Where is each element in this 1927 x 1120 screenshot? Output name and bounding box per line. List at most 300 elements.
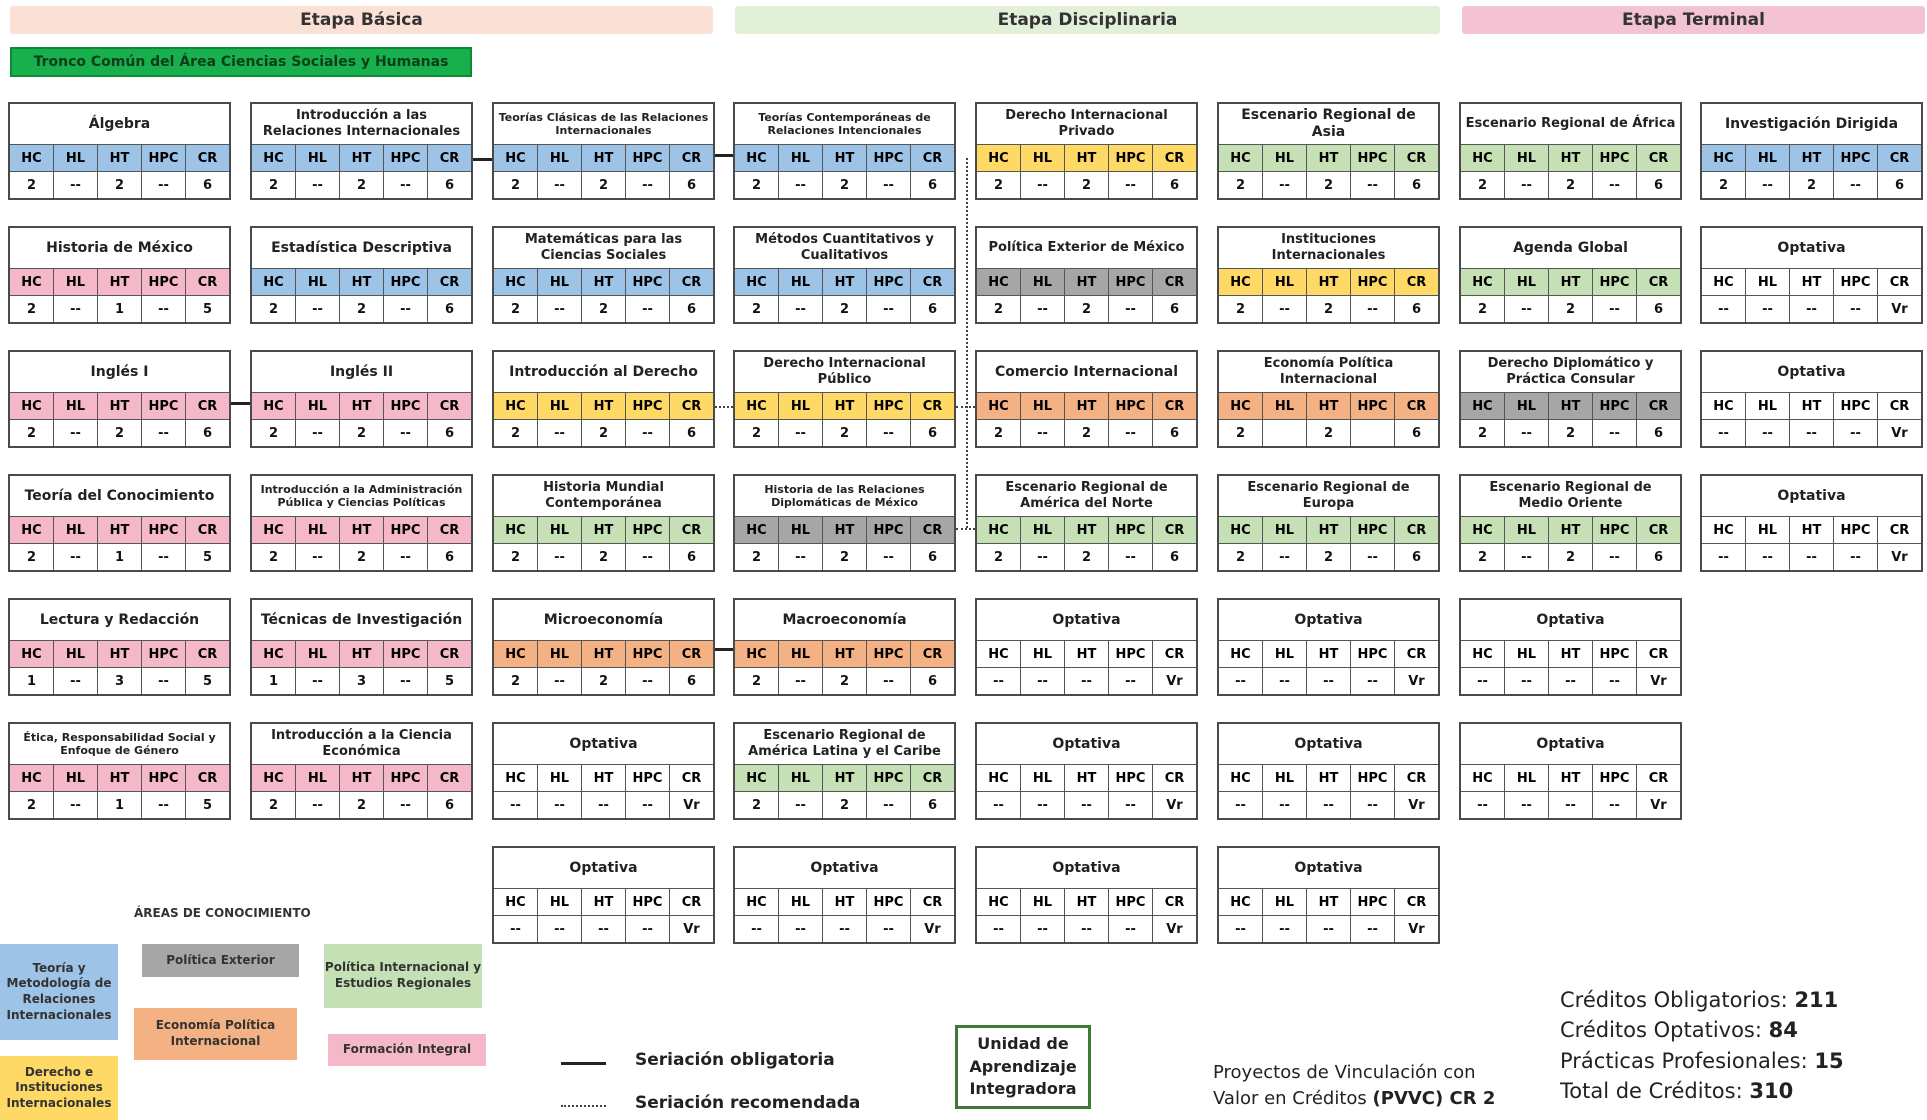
hours-header-cell: HL	[779, 764, 823, 791]
hours-header-row	[1219, 392, 1438, 419]
hours-header-cell: HC	[977, 640, 1021, 667]
hours-value-cell: Vr	[1637, 791, 1680, 818]
hours-value-cell: --	[538, 667, 582, 694]
hours-value-row	[735, 915, 954, 942]
hours-value-row	[494, 295, 713, 322]
course-title: Historia de las Relaciones Diplomáticas de México	[764, 482, 925, 509]
hours-value-row	[1702, 543, 1921, 570]
hours-header-cell: HPC	[1109, 268, 1153, 295]
hours-value-cell: --	[494, 915, 538, 942]
hours-header-cell: HPC	[1351, 268, 1395, 295]
hours-header-cell: HT	[98, 640, 142, 667]
hours-header-cell: HC	[1219, 268, 1263, 295]
hours-header-cell: HT	[1307, 764, 1351, 791]
course-card[interactable]	[733, 226, 956, 324]
hours-value-cell: 2	[977, 543, 1021, 570]
hours-value-cell	[1351, 419, 1395, 446]
course-title: Inglés I	[90, 363, 149, 380]
hours-header-cell: CR	[670, 640, 713, 667]
course-card[interactable]	[8, 598, 231, 696]
course-card[interactable]	[1700, 102, 1923, 200]
hours-header-cell: HC	[494, 888, 538, 915]
hours-header-cell: CR	[186, 640, 229, 667]
hours-header-cell: HT	[1549, 516, 1593, 543]
hours-value-cell: 1	[98, 791, 142, 818]
hours-value-cell: 2	[1065, 419, 1109, 446]
hours-value-row	[977, 295, 1196, 322]
hours-header-cell: HL	[1263, 888, 1307, 915]
hours-value-row	[1219, 667, 1438, 694]
course-card[interactable]	[1217, 598, 1440, 696]
hours-value-cell: 2	[582, 667, 626, 694]
hours-header-cell: HT	[340, 640, 384, 667]
hours-header-cell: CR	[186, 268, 229, 295]
course-card[interactable]	[733, 102, 956, 200]
hours-header-cell: HPC	[1351, 516, 1395, 543]
hours-header-row	[735, 764, 954, 791]
hours-header-row	[977, 392, 1196, 419]
hours-header-row	[977, 516, 1196, 543]
hours-value-cell: --	[1593, 791, 1637, 818]
hours-value-cell: Vr	[1878, 419, 1921, 446]
hours-value-cell: --	[384, 295, 428, 322]
hours-header-row	[10, 268, 229, 295]
course-card[interactable]	[492, 598, 715, 696]
hours-header-row	[494, 764, 713, 791]
hours-header-cell: CR	[186, 392, 229, 419]
course-card[interactable]	[8, 474, 231, 572]
course-card[interactable]	[492, 474, 715, 572]
hours-value-cell: 2	[1790, 171, 1834, 198]
hours-header-cell: HC	[252, 764, 296, 791]
credit-total-line: Total de Créditos: 310	[1560, 1079, 1794, 1104]
hours-header-cell: HPC	[867, 888, 911, 915]
course-card[interactable]	[492, 226, 715, 324]
course-title: Optativa	[1294, 611, 1363, 628]
hours-value-cell: 2	[252, 295, 296, 322]
hours-value-cell: --	[867, 543, 911, 570]
hours-value-row	[252, 419, 471, 446]
hours-value-cell: 6	[428, 791, 471, 818]
hours-value-cell	[1263, 419, 1307, 446]
hours-value-cell: --	[384, 419, 428, 446]
hours-value-cell: --	[779, 419, 823, 446]
course-card[interactable]	[1459, 598, 1682, 696]
course-card[interactable]	[1700, 474, 1923, 572]
hours-header-cell: HC	[1461, 144, 1505, 171]
course-title: Optativa	[569, 859, 638, 876]
course-card[interactable]	[1459, 722, 1682, 820]
hours-header-cell: HC	[252, 392, 296, 419]
course-card[interactable]	[492, 722, 715, 820]
hours-header-cell: HL	[1263, 764, 1307, 791]
hours-header-cell: CR	[1878, 392, 1921, 419]
hours-value-cell: Vr	[1878, 295, 1921, 322]
course-card[interactable]	[1459, 102, 1682, 200]
hours-header-cell: CR	[1637, 640, 1680, 667]
hours-header-cell: HPC	[1351, 640, 1395, 667]
hours-value-cell: --	[296, 667, 340, 694]
hours-header-cell: HT	[823, 144, 867, 171]
hours-header-cell: HL	[1505, 268, 1549, 295]
course-card[interactable]	[250, 598, 473, 696]
hours-value-cell: --	[1593, 419, 1637, 446]
hours-header-cell: HPC	[142, 268, 186, 295]
course-title: Escenario Regional de Medio Oriente	[1489, 480, 1652, 511]
course-card[interactable]	[1217, 846, 1440, 944]
hours-value-cell: --	[1307, 915, 1351, 942]
hours-value-cell: 6	[911, 295, 954, 322]
hours-header-cell: HC	[1461, 764, 1505, 791]
course-card[interactable]	[733, 474, 956, 572]
hours-header-cell: HL	[1746, 144, 1790, 171]
course-card[interactable]	[1217, 474, 1440, 572]
course-title: Política Exterior de México	[988, 240, 1185, 256]
hours-value-cell: --	[142, 543, 186, 570]
hours-header-cell: HC	[977, 392, 1021, 419]
hours-value-row	[1702, 419, 1921, 446]
course-title: Optativa	[1777, 239, 1846, 256]
hours-value-row	[1219, 419, 1438, 446]
hours-value-cell: 2	[252, 543, 296, 570]
hours-value-cell: --	[626, 171, 670, 198]
course-card[interactable]	[733, 598, 956, 696]
hours-value-cell: --	[1549, 791, 1593, 818]
course-card[interactable]	[250, 722, 473, 820]
hours-value-cell: --	[1351, 667, 1395, 694]
hours-value-cell: --	[1505, 171, 1549, 198]
course-card[interactable]	[1459, 474, 1682, 572]
hours-value-cell: 6	[1637, 419, 1680, 446]
hours-value-cell: 6	[670, 667, 713, 694]
hours-header-cell: CR	[1153, 392, 1196, 419]
hours-header-cell: HC	[977, 516, 1021, 543]
course-card[interactable]	[250, 474, 473, 572]
hours-header-cell: HT	[1549, 392, 1593, 419]
course-card[interactable]	[975, 846, 1198, 944]
hours-header-row	[977, 144, 1196, 171]
hours-header-cell: HL	[538, 392, 582, 419]
hours-value-row	[494, 667, 713, 694]
hours-header-cell: HC	[1702, 268, 1746, 295]
course-card[interactable]	[1700, 350, 1923, 448]
hours-header-cell: CR	[911, 268, 954, 295]
hours-value-cell: Vr	[1395, 915, 1438, 942]
hours-value-cell: --	[296, 295, 340, 322]
hours-value-cell: 2	[977, 295, 1021, 322]
hours-header-cell: HL	[1263, 144, 1307, 171]
hours-value-cell: 2	[1307, 171, 1351, 198]
hours-header-cell: HC	[10, 268, 54, 295]
hours-header-cell: HC	[1702, 392, 1746, 419]
course-card[interactable]	[250, 102, 473, 200]
course-card[interactable]	[492, 102, 715, 200]
hours-value-cell: 2	[582, 171, 626, 198]
hours-header-cell: HC	[1461, 392, 1505, 419]
hours-header-cell: HT	[823, 888, 867, 915]
course-card[interactable]	[492, 846, 715, 944]
course-card[interactable]	[975, 598, 1198, 696]
hours-value-cell: --	[867, 915, 911, 942]
hours-value-cell: --	[867, 791, 911, 818]
hours-header-cell: HC	[1219, 640, 1263, 667]
hours-value-cell: --	[1746, 419, 1790, 446]
hours-header-row	[1461, 144, 1680, 171]
hours-value-cell: --	[1109, 171, 1153, 198]
hours-header-cell: HPC	[142, 392, 186, 419]
hours-value-cell: --	[296, 171, 340, 198]
hours-value-row	[1219, 171, 1438, 198]
hours-value-row	[1461, 295, 1680, 322]
hours-header-cell: HT	[340, 144, 384, 171]
hours-header-cell: HPC	[1109, 764, 1153, 791]
hours-value-cell: 2	[1461, 171, 1505, 198]
hours-value-cell: --	[538, 419, 582, 446]
recommended-seriation-line	[561, 1105, 606, 1107]
hours-value-cell: --	[1109, 667, 1153, 694]
hours-value-cell: Vr	[1878, 543, 1921, 570]
hours-header-cell: HT	[1549, 764, 1593, 791]
course-card[interactable]	[733, 846, 956, 944]
hours-value-cell: 2	[1065, 543, 1109, 570]
hours-header-cell: CR	[1878, 144, 1921, 171]
hours-value-cell: --	[1461, 667, 1505, 694]
hours-value-cell: --	[142, 419, 186, 446]
course-card[interactable]	[1217, 350, 1440, 448]
course-title: Optativa	[1052, 735, 1121, 752]
hours-value-cell: --	[779, 171, 823, 198]
hours-header-cell: HT	[1790, 268, 1834, 295]
hours-header-cell: HC	[1219, 144, 1263, 171]
hours-header-cell: HC	[252, 516, 296, 543]
mandatory-seriation-label: Seriación obligatoria	[635, 1050, 835, 1070]
hours-value-cell: --	[1746, 171, 1790, 198]
course-card[interactable]	[1459, 350, 1682, 448]
hours-value-cell: 6	[1878, 171, 1921, 198]
hours-header-cell: HC	[494, 144, 538, 171]
hours-header-cell: HL	[1263, 268, 1307, 295]
hours-value-cell: 6	[1395, 295, 1438, 322]
hours-header-cell: CR	[428, 392, 471, 419]
hours-value-cell: --	[1021, 915, 1065, 942]
course-card[interactable]	[8, 722, 231, 820]
hours-header-row	[494, 268, 713, 295]
hours-header-cell: HT	[1307, 516, 1351, 543]
hours-header-cell: HL	[1021, 392, 1065, 419]
hours-header-row	[1461, 268, 1680, 295]
hours-header-cell: HT	[1549, 640, 1593, 667]
course-card[interactable]	[975, 722, 1198, 820]
hours-value-cell: 2	[1307, 419, 1351, 446]
hours-value-cell: --	[1461, 791, 1505, 818]
legend-item: Economía Política Internacional	[134, 1008, 297, 1060]
hours-header-cell: HPC	[867, 764, 911, 791]
hours-value-cell: --	[626, 543, 670, 570]
hours-header-cell: HPC	[1593, 640, 1637, 667]
hours-header-cell: HL	[54, 764, 98, 791]
hours-header-cell: HT	[582, 268, 626, 295]
hours-header-cell: HL	[1021, 764, 1065, 791]
hours-header-cell: HT	[1065, 888, 1109, 915]
hours-header-cell: HT	[1307, 640, 1351, 667]
hours-header-row	[1219, 144, 1438, 171]
hours-header-row	[252, 144, 471, 171]
hours-header-cell: HT	[340, 392, 384, 419]
hours-header-cell: HT	[1307, 392, 1351, 419]
hours-value-cell: --	[1109, 791, 1153, 818]
hours-value-cell: --	[1065, 667, 1109, 694]
hours-header-row	[494, 392, 713, 419]
hours-header-cell: HPC	[867, 516, 911, 543]
course-card[interactable]	[1700, 226, 1923, 324]
hours-header-cell: HPC	[1593, 764, 1637, 791]
hours-header-cell: HT	[340, 764, 384, 791]
hours-value-cell: --	[1351, 295, 1395, 322]
hours-header-cell: HC	[1702, 144, 1746, 171]
hours-header-cell: HL	[296, 268, 340, 295]
hours-value-cell: --	[384, 667, 428, 694]
hours-value-cell: --	[1593, 667, 1637, 694]
course-card[interactable]	[492, 350, 715, 448]
hours-header-cell: HL	[779, 392, 823, 419]
legend-item: Política Exterior	[142, 944, 299, 977]
hours-value-cell: 2	[823, 791, 867, 818]
hours-header-cell: HL	[296, 392, 340, 419]
hours-header-cell: HL	[1505, 392, 1549, 419]
mandatory-link	[473, 158, 492, 161]
course-card[interactable]	[1459, 226, 1682, 324]
hours-header-cell: HC	[977, 268, 1021, 295]
hours-header-cell: HC	[10, 516, 54, 543]
hours-value-cell: 1	[252, 667, 296, 694]
hours-value-cell: 6	[670, 171, 713, 198]
hours-value-row	[977, 171, 1196, 198]
hours-header-cell: HT	[98, 392, 142, 419]
legend-item: Derecho e Instituciones Internacionales	[0, 1056, 118, 1120]
hours-value-cell: 6	[1395, 543, 1438, 570]
course-card[interactable]	[8, 102, 231, 200]
hours-header-row	[10, 144, 229, 171]
hours-value-cell: Vr	[1395, 791, 1438, 818]
hours-header-cell: CR	[428, 516, 471, 543]
hours-header-cell: HC	[252, 268, 296, 295]
pvvc-line-1: Proyectos de Vinculación con	[1213, 1062, 1476, 1083]
course-title: Optativa	[1777, 363, 1846, 380]
course-title: Derecho Internacional Público	[763, 356, 926, 387]
course-card[interactable]	[733, 722, 956, 820]
hours-value-cell: 6	[428, 295, 471, 322]
hours-value-cell: 6	[911, 667, 954, 694]
hours-value-cell: --	[1505, 543, 1549, 570]
course-card[interactable]	[733, 350, 956, 448]
course-title: Escenario Regional de América Latina y el Caribe	[748, 728, 941, 759]
course-title: Comercio Internacional	[994, 363, 1179, 380]
course-card[interactable]	[8, 350, 231, 448]
hours-value-cell: --	[1351, 791, 1395, 818]
tronco-comun-banner: Tronco Común del Área Ciencias Sociales y Humanas	[10, 47, 472, 77]
course-title: Lectura y Redacción	[39, 611, 200, 628]
hours-header-cell: HL	[54, 640, 98, 667]
course-card[interactable]	[250, 350, 473, 448]
hours-value-cell: --	[626, 667, 670, 694]
hours-header-cell: HPC	[626, 144, 670, 171]
hours-header-cell: HPC	[1109, 640, 1153, 667]
hours-value-row	[494, 171, 713, 198]
course-card[interactable]	[975, 350, 1198, 448]
hours-header-cell: HPC	[1834, 516, 1878, 543]
hours-header-row	[494, 888, 713, 915]
hours-value-cell: 2	[1219, 295, 1263, 322]
hours-value-cell: --	[867, 419, 911, 446]
course-title: Historia de México	[46, 239, 193, 256]
hours-value-row	[1461, 791, 1680, 818]
hours-value-cell: 2	[1307, 543, 1351, 570]
course-title: Introducción a las Relaciones Internacionales	[262, 108, 461, 139]
hours-header-cell: HT	[582, 144, 626, 171]
hours-header-cell: HT	[582, 640, 626, 667]
course-card[interactable]	[1217, 102, 1440, 200]
hours-header-cell: HT	[1307, 888, 1351, 915]
hours-header-cell: CR	[1153, 888, 1196, 915]
course-card[interactable]	[975, 226, 1198, 324]
hours-value-cell: 6	[1637, 171, 1680, 198]
hours-header-cell: HPC	[626, 516, 670, 543]
hours-header-cell: HT	[1065, 764, 1109, 791]
course-card[interactable]	[975, 102, 1198, 200]
hours-header-cell: CR	[911, 392, 954, 419]
hours-value-cell: --	[1593, 171, 1637, 198]
hours-value-cell: 2	[10, 419, 54, 446]
hours-value-cell: --	[54, 543, 98, 570]
hours-header-row	[252, 764, 471, 791]
hours-value-cell: 2	[582, 419, 626, 446]
course-card[interactable]	[975, 474, 1198, 572]
hours-header-cell: CR	[1395, 640, 1438, 667]
hours-value-row	[1219, 791, 1438, 818]
course-card[interactable]	[250, 226, 473, 324]
hours-header-cell: HC	[1219, 516, 1263, 543]
hours-header-row	[735, 392, 954, 419]
hours-value-cell: --	[142, 667, 186, 694]
hours-header-cell: HPC	[384, 392, 428, 419]
hours-value-cell: Vr	[670, 791, 713, 818]
hours-header-cell: HC	[494, 392, 538, 419]
hours-header-cell: HC	[1219, 392, 1263, 419]
hours-header-cell: HC	[735, 516, 779, 543]
course-title: Álgebra	[88, 115, 151, 132]
hours-value-cell: --	[1702, 543, 1746, 570]
course-card[interactable]	[1217, 226, 1440, 324]
course-card[interactable]	[8, 226, 231, 324]
course-title: Introducción a la Administración Pública y Ciencias Políticas	[260, 482, 463, 509]
hours-header-cell: CR	[428, 640, 471, 667]
course-card[interactable]	[1217, 722, 1440, 820]
hours-header-cell: HC	[252, 144, 296, 171]
hours-value-cell: 2	[494, 543, 538, 570]
hours-value-row	[1219, 543, 1438, 570]
hours-header-cell: HT	[823, 268, 867, 295]
hours-header-cell: HC	[1702, 516, 1746, 543]
hours-value-cell: 2	[977, 171, 1021, 198]
hours-header-cell: HL	[779, 516, 823, 543]
hours-header-cell: HL	[1021, 268, 1065, 295]
hours-header-cell: HT	[98, 268, 142, 295]
hours-header-row	[1219, 516, 1438, 543]
hours-value-cell: 6	[911, 543, 954, 570]
hours-header-cell: HL	[1746, 268, 1790, 295]
hours-value-cell: 6	[670, 419, 713, 446]
hours-header-row	[1702, 516, 1921, 543]
